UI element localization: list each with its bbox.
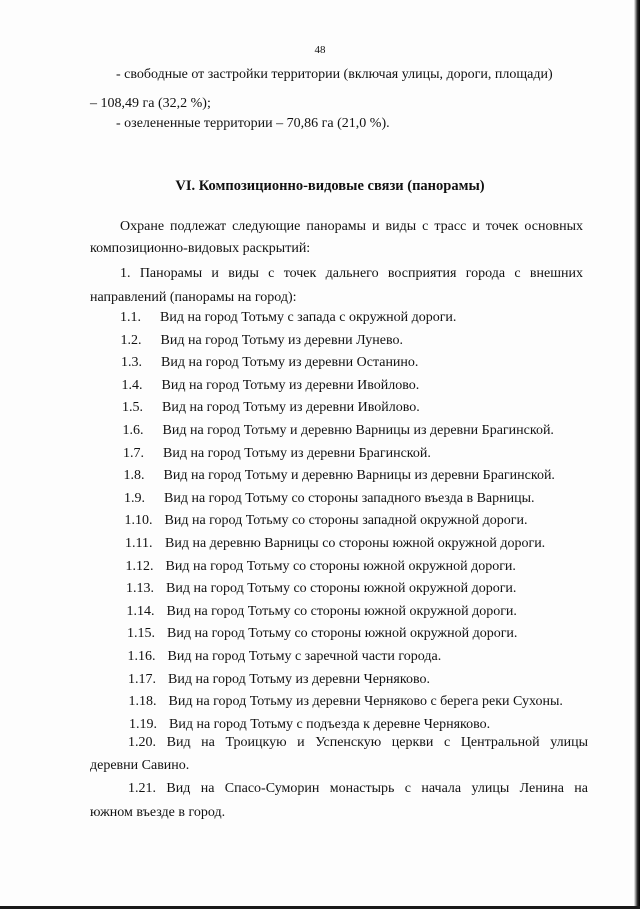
list-item-text: Вид на город Тотьму из деревни Ивойлово. <box>161 377 420 393</box>
list-item <box>123 422 554 440</box>
scan-edge-right <box>634 0 640 909</box>
list-item-text: Вид на город Тотьму со стороны южной окружной дороги. <box>166 581 517 597</box>
list-item-text: Вид на город Тотьму со стороны западной окружной дороги. <box>164 513 528 529</box>
list-item-text: Вид на деревню Варницы со стороны южной окружной дороги. <box>165 536 546 551</box>
list-item <box>125 535 545 553</box>
list-item-number: 1.1. <box>120 310 141 325</box>
item-1-21-line-1: 1.21. Вид на Спасо-Суморин монастырь с начала улицы Ленина на <box>128 781 588 796</box>
list-item-number: 1.12. <box>125 558 154 574</box>
section-title: VI. Композиционно-видовые связи (панорамы) <box>175 178 485 194</box>
list-item-text: Вид на город Тотьму с запада с окружной дороги. <box>160 310 457 325</box>
paragraph-line-1: Охране подлежат следующие панорамы и виды с трасс и точек основных <box>120 219 583 234</box>
list-item <box>128 648 442 666</box>
intro-line-1: - свободные от застройки территории (включая улицы, дороги, площади) <box>116 67 553 82</box>
list-item-number: 1.11. <box>125 536 153 551</box>
list-item <box>121 332 403 350</box>
list-item <box>125 512 528 530</box>
list-item-number: 1.18. <box>128 694 157 710</box>
item-1-20-line-2: деревни Савино. <box>90 758 190 773</box>
list-item-number: 1.13. <box>126 581 154 597</box>
list-item-number: 1.3. <box>121 355 142 371</box>
list-item <box>129 716 490 734</box>
paragraph-line-3: 1. Панорамы и виды с точек дальнего восприятия города с внешних <box>120 266 583 281</box>
list-item-text: Вид на город Тотьму из деревни Лунево. <box>160 332 403 348</box>
list-item <box>128 671 430 689</box>
item-1-20-line-1: 1.20. Вид на Троицкую и Успенскую церкви с Центральной улицы <box>128 735 588 750</box>
list-item-number: 1.19. <box>129 716 157 732</box>
list-item-text: Вид на город Тотьму из деревни Брагинской. <box>163 445 431 461</box>
list-item <box>127 625 517 643</box>
list-item-text: Вид на город Тотьму с подъезда к деревне Черняково. <box>169 716 491 732</box>
list-item-number: 1.14. <box>126 603 155 619</box>
list-item <box>121 354 418 372</box>
list-item <box>123 445 431 463</box>
list-item-number: 1.2. <box>120 332 142 348</box>
list-item-text: Вид на город Тотьму из деревни Черняково с берега реки Сухоны. <box>168 694 563 710</box>
list-item <box>120 309 456 327</box>
list-item <box>124 490 535 508</box>
list-item <box>124 467 555 485</box>
list-item <box>126 580 516 598</box>
list-item-text: Вид на город Тотьму со стороны южной окружной дороги. <box>167 626 518 642</box>
list-item-number: 1.15. <box>127 626 155 642</box>
list-item-number: 1.17. <box>128 671 156 687</box>
list-item-text: Вид на город Тотьму и деревню Варницы из деревни Брагинской. <box>162 423 554 438</box>
intro-line-2: – 108,49 га (32,2 %); <box>90 96 211 111</box>
page-number: 48 <box>314 44 326 56</box>
list-item <box>122 377 420 395</box>
list-item-number: 1.10. <box>124 513 153 529</box>
paragraph-line-2: композиционно-видовых раскрытий: <box>90 241 311 256</box>
list-item-number: 1.5. <box>122 400 143 416</box>
list-item <box>122 399 420 417</box>
list-item-number: 1.16. <box>127 649 156 664</box>
list-item <box>127 603 517 621</box>
list-item-text: Вид на город Тотьму и деревню Варницы из деревни Брагинской. <box>163 468 555 484</box>
list-item-number: 1.7. <box>123 445 144 461</box>
list-item-text: Вид на город Тотьму из деревни Ивойлово. <box>162 400 420 416</box>
list-item <box>129 693 563 711</box>
list-item-number: 1.6. <box>122 423 144 438</box>
list-item-text: Вид на город Тотьму со стороны южной окружной дороги. <box>166 603 517 619</box>
list-item-text: Вид на город Тотьму с заречной части города. <box>167 649 442 664</box>
list-item-text: Вид на город Тотьму из деревни Останино. <box>161 355 419 371</box>
list-item <box>126 558 516 576</box>
intro-line-3: - озелененные территории – 70,86 га (21,0 %). <box>116 116 390 131</box>
paragraph-line-4: направлений (панорамы на город): <box>90 290 297 305</box>
list-item-number: 1.4. <box>121 377 143 393</box>
list-item-text: Вид на город Тотьму из деревни Черняково. <box>168 671 430 687</box>
list-item-number: 1.8. <box>123 468 145 484</box>
list-item-text: Вид на город Тотьму со стороны южной окружной дороги. <box>165 558 516 574</box>
list-item-text: Вид на город Тотьму со стороны западного въезда в Варницы. <box>164 490 535 506</box>
item-1-21-line-2: южном въезде в город. <box>90 805 226 820</box>
list-item-number: 1.9. <box>124 490 145 506</box>
